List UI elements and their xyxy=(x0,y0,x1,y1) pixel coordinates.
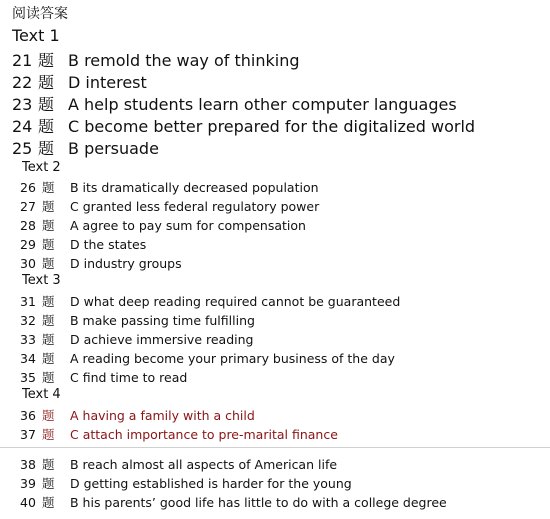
answer-text: D industry groups xyxy=(70,256,182,271)
answer-row xyxy=(12,70,147,93)
answer-row xyxy=(20,292,400,310)
question-marker: 题 xyxy=(42,199,55,214)
question-marker: 题 xyxy=(38,73,55,92)
question-number: 35 xyxy=(20,370,36,385)
question-marker: 题 xyxy=(42,408,55,423)
question-number: 39 xyxy=(20,476,36,491)
answer-text: D the states xyxy=(70,237,147,252)
question-number: 40 xyxy=(20,495,36,510)
answer-text: B his parents’ good life has little to do with a college degree xyxy=(70,495,447,510)
question-number: 24 xyxy=(12,117,33,136)
question-number: 21 xyxy=(12,51,33,70)
question-number: 37 xyxy=(20,427,36,442)
answer-text: C attach importance to pre-marital finance xyxy=(70,427,338,442)
answer-row xyxy=(20,349,395,367)
section-heading-text2: Text 2 xyxy=(22,160,61,175)
answer-text: C become better prepared for the digitalized world xyxy=(68,117,476,136)
question-marker: 题 xyxy=(42,332,55,347)
question-marker: 题 xyxy=(42,237,55,252)
question-marker: 题 xyxy=(42,351,55,366)
answer-text: C find time to read xyxy=(70,370,188,385)
question-number: 22 xyxy=(12,73,33,92)
question-number: 31 xyxy=(20,294,36,309)
question-marker: 题 xyxy=(42,294,55,309)
answer-text: A having a family with a child xyxy=(70,408,255,423)
answer-row xyxy=(20,425,338,443)
document-title: 阅读答案 xyxy=(12,6,68,22)
question-marker: 题 xyxy=(42,370,55,385)
question-marker: 题 xyxy=(42,180,55,195)
question-number: 36 xyxy=(20,408,36,423)
question-marker: 题 xyxy=(38,117,55,136)
answer-row xyxy=(20,235,146,253)
answer-text: D what deep reading required cannot be guaranteed xyxy=(70,294,401,309)
section-heading-text1: Text 1 xyxy=(12,26,60,45)
answer-text: A agree to pay sum for compensation xyxy=(70,218,306,233)
page-break-divider xyxy=(0,447,550,448)
question-marker: 题 xyxy=(38,95,55,114)
question-number: 33 xyxy=(20,332,36,347)
answer-text: D achieve immersive reading xyxy=(70,332,254,347)
answer-row xyxy=(20,197,319,215)
answer-row xyxy=(20,474,352,492)
answer-text: A help students learn other computer languages xyxy=(68,95,457,114)
section-heading-text3: Text 3 xyxy=(22,273,61,288)
answer-row xyxy=(12,48,300,71)
question-number: 25 xyxy=(12,139,33,158)
answer-text: B remold the way of thinking xyxy=(68,51,300,70)
answer-row xyxy=(20,254,182,272)
question-number: 23 xyxy=(12,95,33,114)
question-marker: 题 xyxy=(42,457,55,472)
question-number: 34 xyxy=(20,351,36,366)
answer-text: D interest xyxy=(68,73,147,92)
question-number: 28 xyxy=(20,218,36,233)
answer-row xyxy=(20,493,447,511)
answer-row xyxy=(20,216,306,234)
question-number: 38 xyxy=(20,457,36,472)
question-number: 29 xyxy=(20,237,36,252)
question-number: 26 xyxy=(20,180,36,195)
question-number: 27 xyxy=(20,199,36,214)
answer-row xyxy=(20,455,337,473)
question-marker: 题 xyxy=(42,313,55,328)
section-heading-text4: Text 4 xyxy=(22,387,61,402)
answer-text: B reach almost all aspects of American life xyxy=(70,457,338,472)
answer-text: C granted less federal regulatory power xyxy=(70,199,320,214)
question-marker: 题 xyxy=(42,476,55,491)
answer-row xyxy=(12,136,159,159)
answer-text: A reading become your primary business of the day xyxy=(70,351,395,366)
question-marker: 题 xyxy=(42,256,55,271)
answer-text: B its dramatically decreased population xyxy=(70,180,319,195)
answer-text: B persuade xyxy=(68,139,159,158)
question-marker: 题 xyxy=(42,495,55,510)
question-marker: 题 xyxy=(42,218,55,233)
answer-row xyxy=(20,406,255,424)
answer-text: D getting established is harder for the young xyxy=(70,476,352,491)
question-marker: 题 xyxy=(42,427,55,442)
question-number: 30 xyxy=(20,256,36,271)
question-number: 32 xyxy=(20,313,36,328)
answer-row xyxy=(12,92,457,115)
answer-row xyxy=(20,368,187,386)
question-marker: 题 xyxy=(38,51,55,70)
answer-row xyxy=(20,311,255,329)
answer-row xyxy=(20,178,319,196)
answer-text: B make passing time fulfilling xyxy=(70,313,255,328)
question-marker: 题 xyxy=(38,139,55,158)
answer-row xyxy=(20,330,253,348)
answer-row xyxy=(12,114,475,137)
